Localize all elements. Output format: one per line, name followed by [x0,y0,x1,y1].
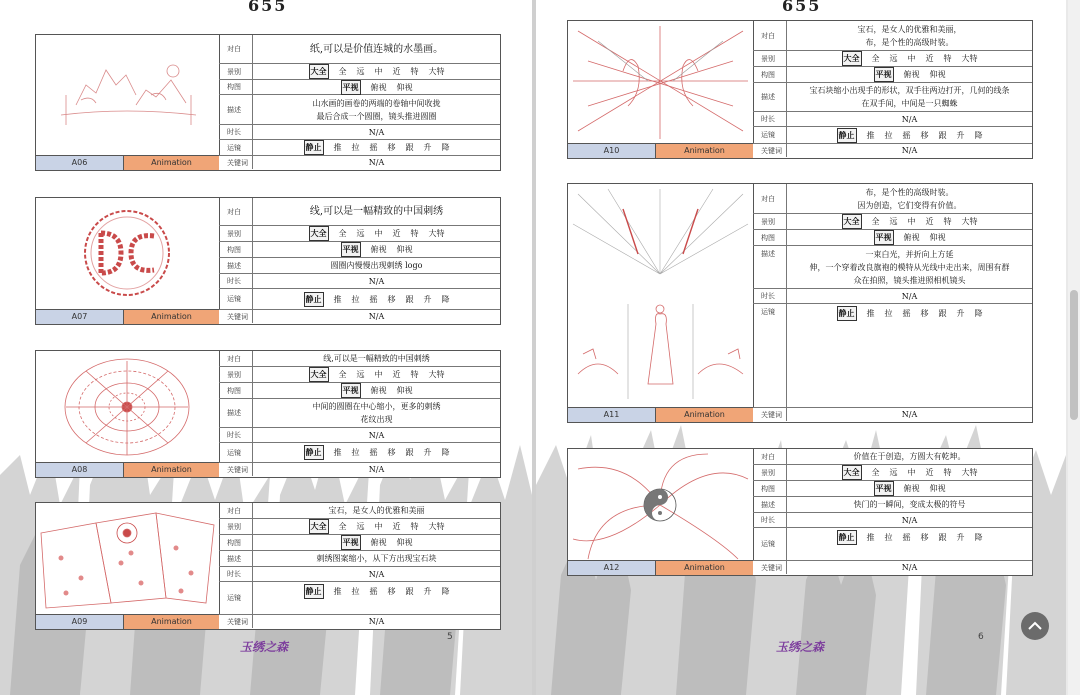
label-shot-size: 景别 [219,226,253,241]
embroidery-pattern-sketch [36,351,219,463]
opt-px: 平视 [874,481,894,496]
opt-gen: 跟 [405,448,414,457]
label-description: 描述 [219,551,253,566]
opt-j: 近 [392,370,401,379]
opt-px: 平视 [341,535,361,550]
duration-value: N/A [368,276,385,286]
scroll-to-top-button[interactable] [1021,612,1049,640]
opt-yao: 摇 [902,309,911,318]
frame-id: A11 [568,407,655,422]
opt-y: 远 [356,522,365,531]
composition-options [341,535,413,550]
frame-artwork [36,503,220,615]
label-dialogue: 对白 [219,351,253,366]
shot-size-options [842,214,978,229]
opt-sheng: 升 [423,587,432,596]
opt-yi: 移 [920,533,929,542]
composition-options [341,80,413,95]
opt-jiang: 降 [441,587,450,596]
label-duration: 时长 [219,567,253,581]
label-keywords: 关键词 [219,463,253,476]
opt-t: 特 [410,370,419,379]
label-description: 描述 [753,246,787,288]
label-duration: 时长 [219,274,253,288]
opt-q: 全 [338,229,347,238]
frame-artwork [568,449,754,561]
shot-size-options [309,64,445,79]
opt-yi: 移 [920,309,929,318]
opt-jz: 静止 [304,292,324,307]
storyboard-frame-A06 [35,34,501,171]
keywords-value: N/A [901,563,918,572]
opt-gen: 跟 [405,294,414,304]
label-composition: 构图 [219,383,253,398]
opt-gen: 跟 [938,533,947,542]
opt-ys: 仰视 [929,233,946,242]
opt-jz: 静止 [837,530,857,545]
shot-size-options [309,367,445,382]
opt-px: 平视 [341,242,361,257]
label-keywords: 关键词 [219,310,253,323]
camera-move-options [304,140,450,155]
hands-spider-sketch [568,21,753,144]
footer-brand-logo: 玉绣之森 [776,640,825,654]
opt-px: 平视 [874,230,894,245]
opt-t: 特 [943,468,952,477]
label-duration: 时长 [753,289,787,303]
opt-q: 全 [338,67,347,76]
vertical-scrollbar[interactable] [1068,0,1080,695]
label-description: 描述 [219,399,253,427]
opt-ys: 仰视 [396,538,413,547]
opt-fs: 俯视 [903,233,920,242]
opt-px: 平视 [341,80,361,95]
composition-options [874,481,946,496]
shutter-taiji-sketch [568,449,753,561]
opt-la: 拉 [884,309,893,318]
label-keywords: 关键词 [219,615,253,628]
opt-sheng: 升 [423,294,432,304]
opt-dt: 大特 [428,67,445,76]
camera-move-options [837,530,983,545]
frame-id: A10 [568,143,655,158]
opt-ys: 仰视 [396,245,413,254]
camera-move-options [837,306,983,321]
label-duration: 时长 [753,513,787,527]
duration-value: N/A [368,127,385,137]
landscape-scroll-sketch [36,35,219,156]
frame-artwork [568,184,754,408]
opt-dq: 大全 [309,64,329,79]
shot-size-options [842,51,978,66]
label-composition: 构图 [753,230,787,245]
label-dialogue: 对白 [753,449,787,464]
page-number: 6 [978,632,984,642]
opt-dq: 大全 [842,465,862,480]
label-camera-move: 运镜 [753,304,787,407]
camera-move-options [837,128,983,143]
keywords-value: N/A [368,158,385,167]
opt-ys: 仰视 [929,70,946,79]
opt-jz: 静止 [304,584,324,599]
label-camera-move: 运镜 [219,443,253,462]
keywords-value: N/A [901,146,918,155]
opt-gen: 跟 [938,130,947,140]
opt-dq: 大全 [309,226,329,241]
opt-la: 拉 [351,448,360,457]
opt-dt: 大特 [961,468,978,477]
duration-value: N/A [368,430,385,440]
opt-px: 平视 [874,67,894,82]
opt-tui: 推 [866,309,875,318]
opt-dq: 大全 [309,367,329,382]
opt-fs: 俯视 [370,538,387,547]
label-shot-size: 景别 [219,64,253,79]
dialogue-text: 宝石，是女人的优雅和美丽 [328,506,425,515]
opt-yao: 摇 [902,130,911,140]
opt-dq: 大全 [842,51,862,66]
opt-yao: 摇 [369,143,378,152]
label-keywords: 关键词 [753,408,787,421]
duration-value: N/A [901,515,918,525]
frame-id: A07 [36,309,123,324]
opt-dt: 大特 [961,54,978,63]
duration-value: N/A [901,291,918,301]
document-page-6 [536,0,1066,695]
label-camera-move: 运镜 [219,289,253,309]
storyboard-frame-A08 [35,350,501,478]
label-dialogue: 对白 [753,184,787,213]
label-dialogue: 对白 [219,198,253,225]
opt-jz: 静止 [837,306,857,321]
keywords-value: N/A [901,410,918,419]
opt-yao: 摇 [369,448,378,457]
dialogue-text: 纸,可以是价值连城的水墨画。 [309,43,444,55]
label-camera-move: 运镜 [219,582,253,614]
keywords-value: N/A [368,312,385,321]
opt-ys: 仰视 [396,386,413,395]
composition-options [341,242,413,257]
opt-sheng: 升 [956,533,965,542]
description-line: 快门的一瞬间，变成太极的符号 [853,500,966,509]
header-logo: 655 [782,0,822,15]
opt-j: 近 [392,229,401,238]
storyboard-frame-A07 [35,197,501,325]
dialogue-text: 线,可以是一幅精致的中国刺绣 [323,354,430,363]
dialogue-line: 因为创造，它们变得有价值。 [857,200,962,210]
frame-tag: Animation [123,614,219,629]
dialogue-line: 宝石，是女人的优雅和美丽， [857,24,962,34]
opt-yao: 摇 [369,294,378,304]
frame-id: A06 [36,155,123,170]
footer-brand-logo: 玉绣之森 [240,640,289,654]
camera-move-options [304,445,450,460]
opt-la: 拉 [884,533,893,542]
opt-q: 全 [871,217,880,226]
page-number: 5 [447,632,453,642]
opt-yi: 移 [387,448,396,457]
dialogue-line: 布，是个性的高级时装。 [865,187,954,197]
header-logo: 655 [248,0,288,15]
label-camera-move: 运镜 [753,528,787,560]
frame-artwork [36,198,220,310]
storyboard-frame-A09 [35,502,501,630]
label-composition: 构图 [753,481,787,496]
description-line: 众在拍照，镜头推进照相机镜头 [853,275,966,285]
label-shot-size: 景别 [219,519,253,534]
document-page-5 [0,0,532,695]
opt-la: 拉 [351,587,360,596]
opt-yi: 移 [920,130,929,140]
opt-sheng: 升 [956,309,965,318]
opt-z: 中 [374,229,383,238]
opt-tui: 推 [333,294,342,304]
opt-jz: 静止 [837,128,857,143]
label-description: 描述 [753,83,787,111]
opt-gen: 跟 [405,587,414,596]
embroidery-logo-sketch [36,198,219,310]
dialogue-text: 价值在于创造，方圆大有乾坤。 [853,452,966,461]
opt-fs: 俯视 [903,484,920,493]
camera-move-options [304,584,450,599]
description-line: 最后合成一个圆圈，镜头推进圆圈 [316,111,437,121]
description-line: 花纹出现 [360,415,393,424]
opt-j: 近 [925,217,934,226]
label-keywords: 关键词 [219,156,253,169]
composition-options [341,383,413,398]
opt-jiang: 降 [441,294,450,304]
opt-yi: 移 [387,587,396,596]
description-line: 宝石块缩小出现手的形状，双手往两边打开，几何的线条 [809,86,1010,95]
frame-artwork [568,21,754,144]
opt-q: 全 [338,522,347,531]
opt-tui: 推 [333,448,342,457]
label-shot-size: 景别 [219,367,253,382]
opt-y: 远 [356,370,365,379]
storyboard-frame-A10 [567,20,1033,159]
scrollbar-thumb[interactable] [1070,290,1078,420]
camera-move-options [304,292,450,307]
description-line: 圆圈内慢慢出现刺绣 logo [330,261,423,270]
label-shot-size: 景别 [753,51,787,66]
opt-q: 全 [338,370,347,379]
opt-jz: 静止 [304,445,324,460]
opt-la: 拉 [351,143,360,152]
opt-jz: 静止 [304,140,324,155]
description-line: 在双手间，中间是一只蜘蛛 [861,99,958,108]
storyboard-frame-A12 [567,448,1033,576]
opt-tui: 推 [333,143,342,152]
opt-fs: 俯视 [370,386,387,395]
opt-px: 平视 [341,383,361,398]
frame-tag: Animation [123,155,219,170]
opt-t: 特 [943,54,952,63]
label-dialogue: 对白 [219,35,253,63]
opt-ys: 仰视 [396,82,413,92]
opt-yao: 摇 [902,533,911,542]
label-keywords: 关键词 [753,561,787,574]
label-composition: 构图 [219,242,253,257]
opt-sheng: 升 [423,143,432,152]
keywords-value: N/A [368,617,385,626]
shot-size-options [842,465,978,480]
description-line: 一束白光，并折向上方延 [865,249,954,259]
opt-j: 近 [925,468,934,477]
keywords-value: N/A [368,465,385,474]
opt-z: 中 [374,67,383,76]
opt-yi: 移 [387,143,396,152]
opt-dq: 大全 [842,214,862,229]
opt-la: 拉 [884,130,893,140]
opt-z: 中 [374,522,383,531]
composition-options [874,230,946,245]
opt-y: 远 [356,229,365,238]
opt-dt: 大特 [428,370,445,379]
opt-j: 近 [392,67,401,76]
frame-tag: Animation [655,143,753,158]
opt-ys: 仰视 [929,484,946,493]
opt-q: 全 [871,468,880,477]
opt-y: 远 [356,67,365,76]
opt-y: 远 [889,468,898,477]
opt-t: 特 [410,522,419,531]
opt-z: 中 [907,468,916,477]
opt-q: 全 [871,54,880,63]
description-line: 中间的圆圈在中心缩小，更多的刺绣 [312,402,441,411]
label-composition: 构图 [753,67,787,82]
label-keywords: 关键词 [753,144,787,157]
chevron-up-icon [1028,621,1042,631]
shot-size-options [309,226,445,241]
label-dialogue: 对白 [753,21,787,50]
frame-artwork [36,351,220,463]
opt-fs: 俯视 [370,82,387,92]
opt-j: 近 [392,522,401,531]
frame-tag: Animation [655,407,753,422]
opt-dt: 大特 [428,522,445,531]
opt-j: 近 [925,54,934,63]
label-shot-size: 景别 [753,465,787,480]
opt-jiang: 降 [974,533,983,542]
label-duration: 时长 [219,428,253,442]
description-line: 伸，一个穿着改良旗袍的模特从光线中走出来，周围有群 [809,262,1010,272]
opt-la: 拉 [351,294,360,304]
opt-gen: 跟 [938,309,947,318]
opt-y: 远 [889,54,898,63]
frame-artwork [36,35,220,156]
label-dialogue: 对白 [219,503,253,518]
opt-gen: 跟 [405,143,414,152]
opt-yi: 移 [387,294,396,304]
frame-tag: Animation [123,309,219,324]
opt-dt: 大特 [961,217,978,226]
opt-z: 中 [907,217,916,226]
opt-z: 中 [907,54,916,63]
opt-t: 特 [410,229,419,238]
dialogue-line: 布，是个性的高级时装。 [865,37,954,47]
opt-yao: 摇 [369,587,378,596]
opt-jiang: 降 [974,130,983,140]
label-camera-move: 运镜 [219,140,253,155]
opt-sheng: 升 [956,130,965,140]
opt-dt: 大特 [428,229,445,238]
frame-id: A08 [36,462,123,477]
label-description: 描述 [219,258,253,273]
light-beam-model-sketch [568,184,753,408]
label-shot-size: 景别 [753,214,787,229]
opt-sheng: 升 [423,448,432,457]
duration-value: N/A [901,114,918,124]
shot-size-options [309,519,445,534]
opt-tui: 推 [866,533,875,542]
frame-id: A12 [568,560,655,575]
duration-value: N/A [368,569,385,579]
storyboard-frame-A11 [567,183,1033,423]
description-line: 山水画的画卷的两端的卷轴中间收拢 [312,98,441,108]
label-camera-move: 运镜 [753,127,787,143]
opt-t: 特 [943,217,952,226]
label-composition: 构图 [219,535,253,550]
gemstone-blocks-sketch [36,503,219,615]
label-description: 描述 [753,497,787,512]
frame-id: A09 [36,614,123,629]
label-description: 描述 [219,95,253,124]
opt-jiang: 降 [441,448,450,457]
opt-fs: 俯视 [370,245,387,254]
opt-tui: 推 [866,130,875,140]
dialogue-text: 线,可以是一幅精致的中国刺绣 [309,206,444,217]
composition-options [874,67,946,82]
opt-fs: 俯视 [903,70,920,79]
opt-t: 特 [410,67,419,76]
opt-jiang: 降 [441,143,450,152]
opt-y: 远 [889,217,898,226]
opt-dq: 大全 [309,519,329,534]
frame-tag: Animation [123,462,219,477]
label-composition: 构图 [219,80,253,94]
label-duration: 时长 [219,125,253,139]
frame-tag: Animation [655,560,753,575]
description-line: 刺绣图案缩小，从下方出现宝石块 [316,554,437,563]
label-duration: 时长 [753,112,787,126]
opt-jiang: 降 [974,309,983,318]
opt-tui: 推 [333,587,342,596]
opt-z: 中 [374,370,383,379]
